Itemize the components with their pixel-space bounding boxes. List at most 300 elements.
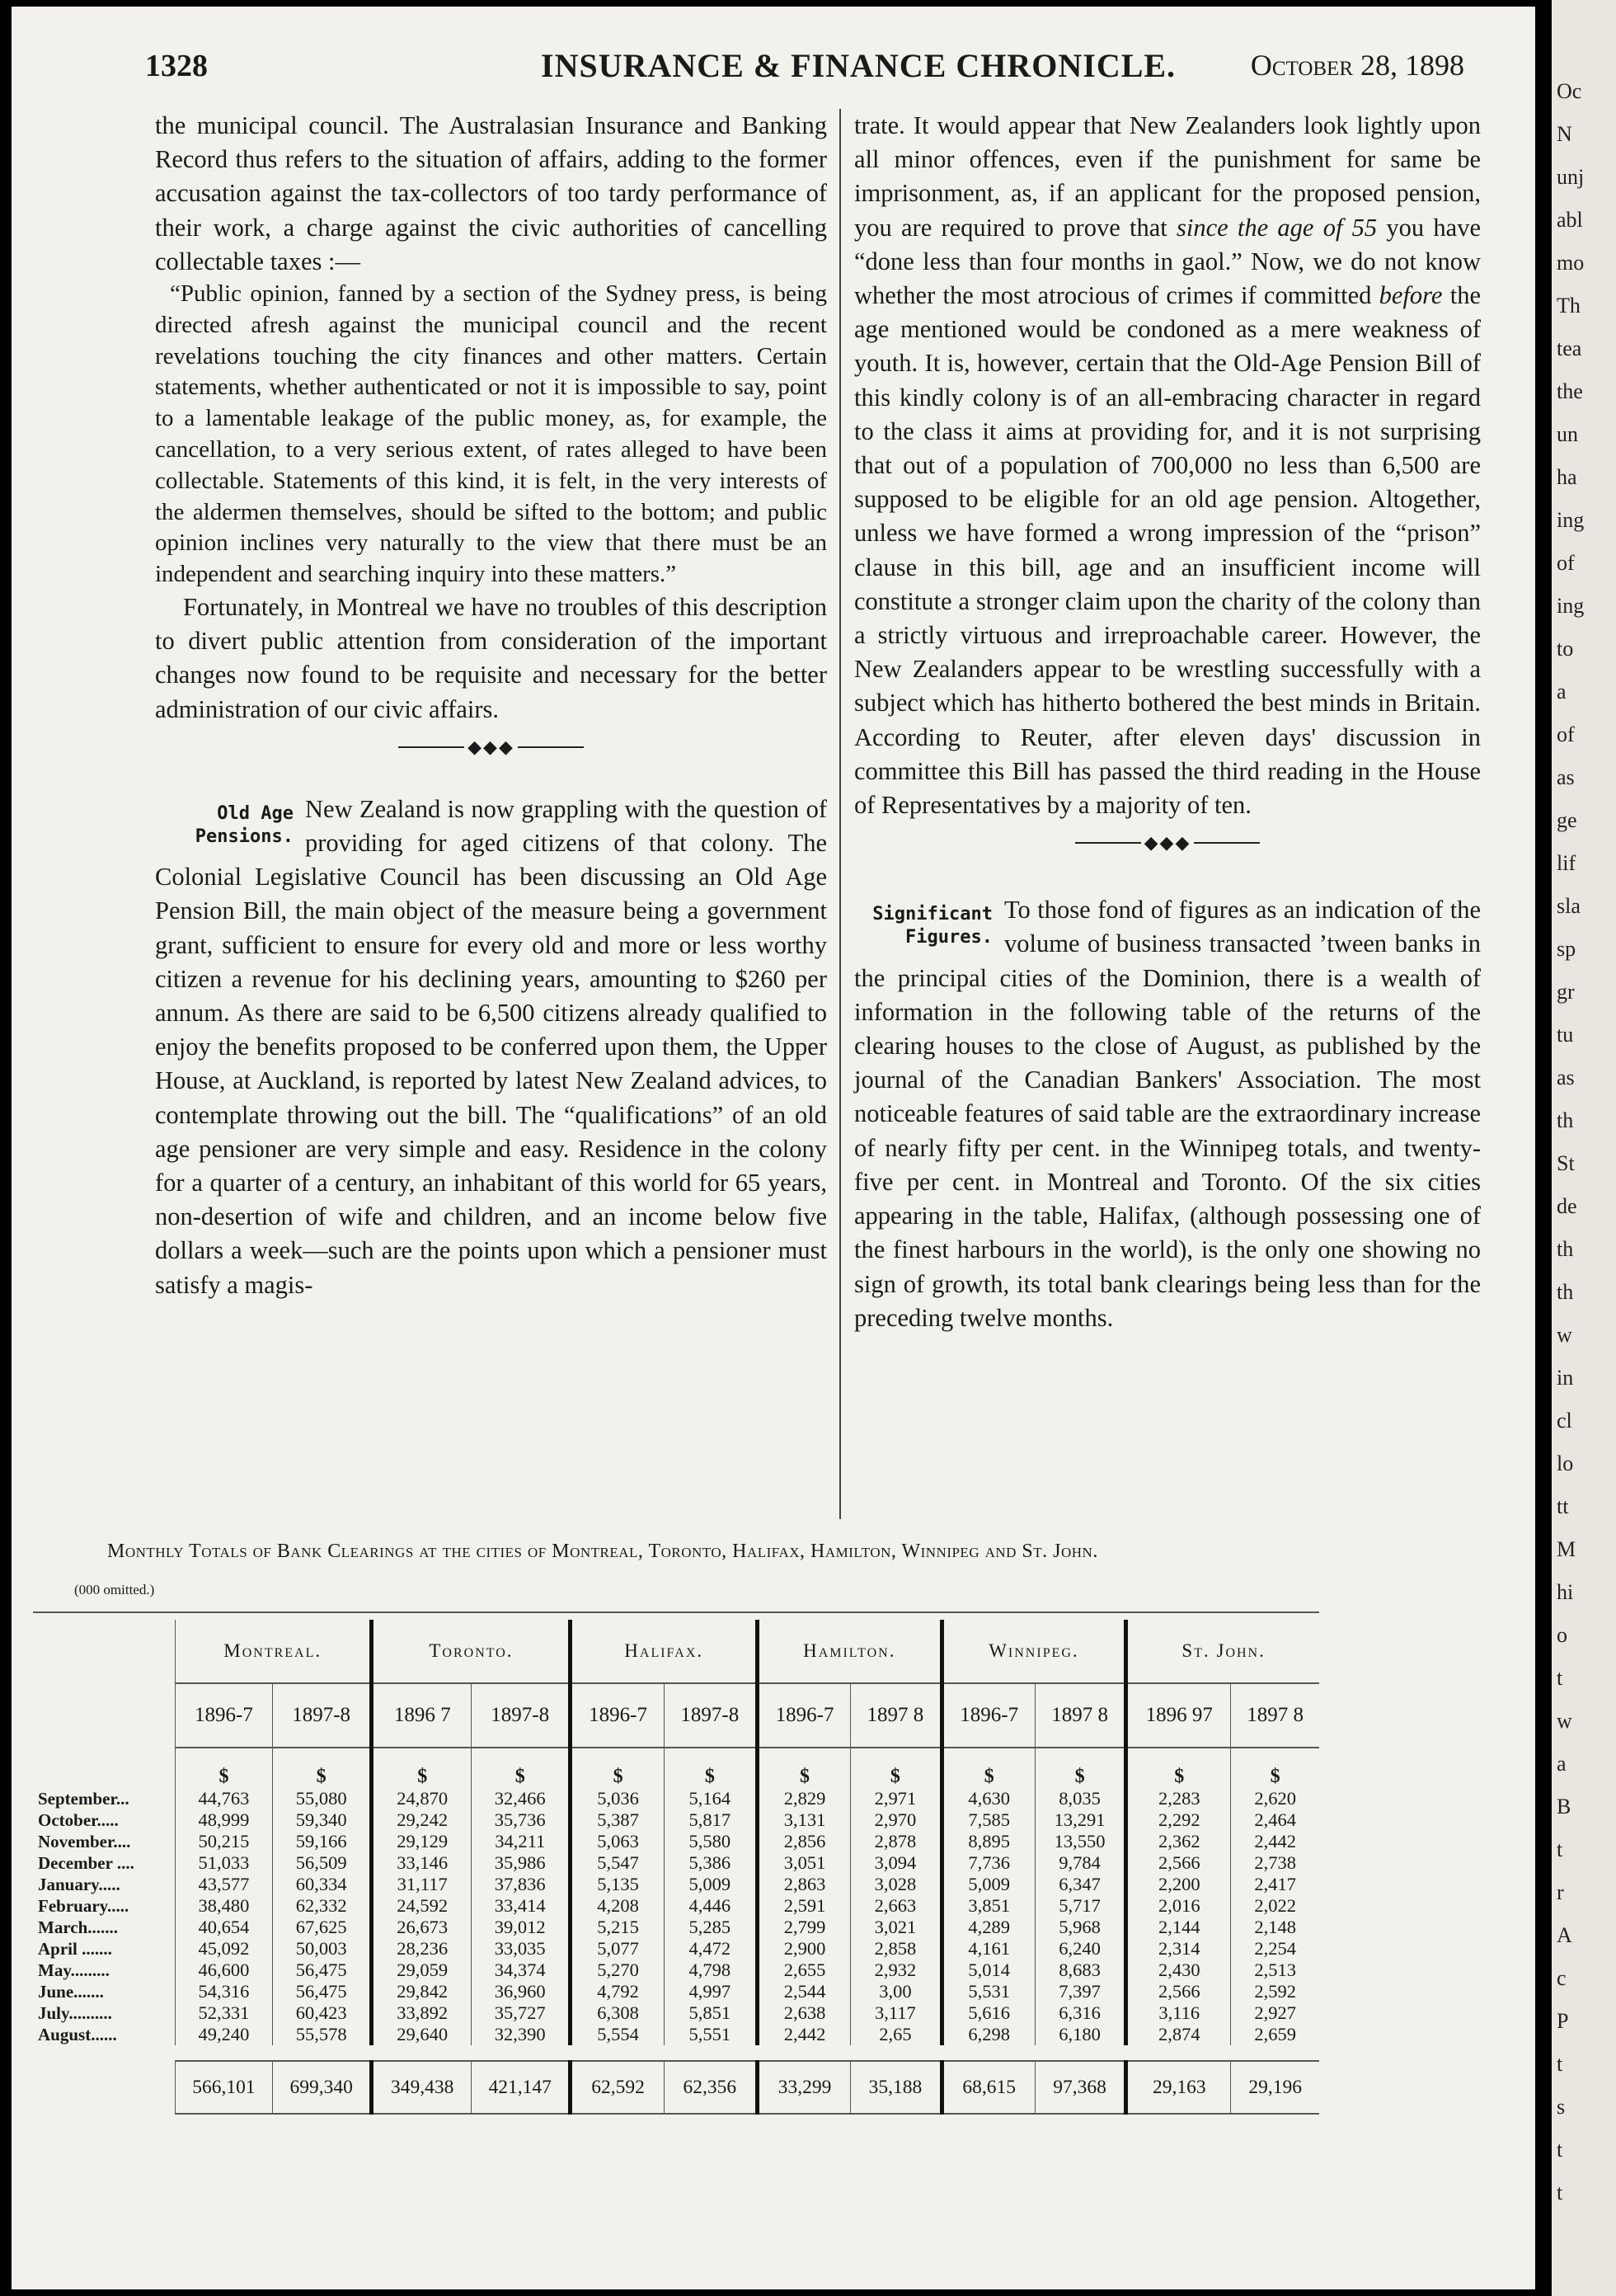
dollar-row (33, 1748, 1319, 1788)
next-page-fragment: t (1557, 1666, 1563, 1690)
ornament-divider: ◆◆◆ (155, 727, 827, 765)
table-cell: 4,798 (664, 1960, 757, 1981)
sydney-quote (155, 279, 827, 590)
table-cell: 8,035 (1035, 1788, 1125, 1809)
journal-title: INSURANCE & FINANCE CHRONICLE. (541, 47, 1177, 84)
table-row (33, 1917, 1319, 1938)
table-cell: 3,131 (757, 1809, 850, 1831)
next-page-fragment: ing (1557, 594, 1585, 618)
table-cell: 44,763 (176, 1788, 273, 1809)
table-row (33, 1788, 1319, 1809)
table-cell: 6,240 (1035, 1938, 1125, 1960)
table-cell: 60,423 (272, 2002, 372, 2024)
table-cell: 2,863 (757, 1874, 850, 1895)
table-cell: 29,129 (372, 1831, 472, 1852)
table-cell: 2,314 (1126, 1938, 1231, 1960)
table-cell: 5,554 (571, 2024, 664, 2045)
table-cell: 31,117 (372, 1874, 472, 1895)
right-column (854, 109, 1481, 1335)
table-cell: 35,736 (471, 1809, 571, 1831)
table-row (33, 1895, 1319, 1917)
table-cell: 2,144 (1126, 1917, 1231, 1938)
table-cell: 67,625 (272, 1917, 372, 1938)
year-header: 1897-8 (664, 1683, 757, 1748)
table-row (33, 1981, 1319, 2002)
table-cell: 2,659 (1231, 2024, 1319, 2045)
next-page-fragment: r (1557, 1880, 1564, 1904)
total-cell: 62,356 (664, 2061, 757, 2114)
table-cell: 3,028 (851, 1874, 942, 1895)
table-cell: 54,316 (176, 1981, 273, 2002)
next-page-fragment: N (1557, 122, 1572, 146)
table-cell: 2,464 (1231, 1809, 1319, 1831)
table-row (33, 1852, 1319, 1874)
table-cell: 2,738 (1231, 1852, 1319, 1874)
page-gutter-shadow (1535, 0, 1552, 2296)
table-cell: 5,215 (571, 1917, 664, 1938)
table-cell: 50,215 (176, 1831, 273, 1852)
next-page-fragment: s (1557, 2095, 1566, 2119)
table-cell: 2,544 (757, 1981, 850, 2002)
table-cell: 33,414 (471, 1895, 571, 1917)
total-cell: 33,299 (757, 2061, 850, 2114)
right-p1-text-c: the age mentioned would be condoned as a mere weakness of youth. It is, however, certain that the Old-Age Pension Bill of this kindly colony is of an all-embracing character in regard to the class it aims at providing for, and it is not surprising that out of a population of 700,000 no less than 6,500 are supposed to be eligible for an old age pension. Altogether, unless we have formed a wrong impression of the “prison” clause in this bill, age and an insufficient income will constitute a stronger claim upon the charity of the colony than a strictly virtuous and irreproachable career. However, the New Zealanders appear to be wrestling successfully with a subject which has hitherto bothered the best minds in Britain. According to Reuter, after eleven days' discussion in committee this Bill has passed the third reading in the House of Representatives by a majority of ten. (854, 281, 1481, 820)
table-cell: 32,390 (471, 2024, 571, 2045)
table-cell: 2,292 (1126, 1809, 1231, 1831)
table-row (33, 1831, 1319, 1852)
right-p1-text-b: you have “done less than four months in gaol.” Now, we do not know whether the most atrocious of crimes if committed (854, 213, 1481, 310)
page-number: 1328 (145, 49, 208, 83)
table-cell: 5,551 (664, 2024, 757, 2045)
table-cell: 2,799 (757, 1917, 850, 1938)
next-page-fragment: ing (1557, 508, 1585, 532)
table-cell: 2,932 (851, 1960, 942, 1981)
total-cell: 421,147 (471, 2061, 571, 2114)
table-cell: 2,148 (1231, 1917, 1319, 1938)
table-cell: 34,374 (471, 1960, 571, 1981)
next-page-edge (1552, 0, 1616, 2296)
table-cell: 3,851 (942, 1895, 1035, 1917)
table-cell: 2,829 (757, 1788, 850, 1809)
table-cell: 55,080 (272, 1788, 372, 1809)
total-cell: 35,188 (851, 2061, 942, 2114)
table-cell: 2,874 (1126, 2024, 1231, 2045)
ornament-divider: ◆◆◆ (854, 822, 1481, 860)
table-cell: 5,387 (571, 1809, 664, 1831)
bank-clearings-table (33, 1620, 1319, 2115)
next-page-fragment: o (1557, 1623, 1567, 1647)
table-cell: 2,022 (1231, 1895, 1319, 1917)
table-cell: 33,892 (372, 2002, 472, 2024)
month-label: December .... (38, 1852, 134, 1873)
year-header: 1896 97 (1126, 1683, 1231, 1748)
year-header: 1896-7 (757, 1683, 850, 1748)
table-row (33, 1809, 1319, 1831)
dollar-sign: $ (757, 1748, 850, 1788)
sidehead-significant-figures (854, 893, 993, 949)
table-cell: 5,386 (664, 1852, 757, 1874)
table-cell: 3,021 (851, 1917, 942, 1938)
header-blank (33, 1683, 176, 1748)
table-cell: 2,927 (1231, 2002, 1319, 2024)
table-cell: 51,033 (176, 1852, 273, 1874)
table-cell: 43,577 (176, 1874, 273, 1895)
table-cell: 2,513 (1231, 1960, 1319, 1981)
next-page-fragment: un (1557, 422, 1578, 446)
table-cell: 6,308 (571, 2002, 664, 2024)
table-cell: 33,146 (372, 1852, 472, 1874)
dollar-sign: $ (1231, 1748, 1319, 1788)
table-cell: 36,960 (471, 1981, 571, 2002)
month-label: October..... (38, 1809, 119, 1830)
table-cell: 2,971 (851, 1788, 942, 1809)
table-cell: 35,986 (471, 1852, 571, 1874)
table-cell: 6,347 (1035, 1874, 1125, 1895)
left-paragraph-3: Fortunately, in Montreal we have no troubles of this description to divert public attention from consideration of the important changes now found to be requisite and necessary for the better administration of our civic affairs. (155, 592, 827, 723)
table-row (33, 2002, 1319, 2024)
table-cell: 33,035 (471, 1938, 571, 1960)
table-cell: 4,630 (942, 1788, 1035, 1809)
dollar-sign: $ (664, 1748, 757, 1788)
next-page-fragment: de (1557, 1194, 1577, 1218)
month-label: January..... (38, 1874, 120, 1894)
table-cell: 60,334 (272, 1874, 372, 1895)
table-cell: 7,736 (942, 1852, 1035, 1874)
year-header: 1897-8 (272, 1683, 372, 1748)
table-cell: 2,65 (851, 2024, 942, 2045)
sidehead-line-1: Significant (872, 904, 993, 925)
table-cell: 2,442 (757, 2024, 850, 2045)
dollar-sign: $ (372, 1748, 472, 1788)
table-cell: 2,566 (1126, 1981, 1231, 2002)
table-cell: 2,442 (1231, 1831, 1319, 1852)
next-page-fragment: M (1557, 1537, 1576, 1561)
table-caption: Monthly Totals of Bank Clearings at the cities of Montreal, Toronto, Halifax, Hamilton, Winnipeg and St. John. (107, 1541, 1098, 1562)
next-page-fragment: t (1557, 2052, 1563, 2076)
sidehead-line-1: Old Age (217, 802, 294, 824)
right-p1-text-a: trate. It would appear that New Zealanders look lightly upon all minor offences, even if the punishment for same be imprisonment, as, if an applicant for the proposed pension, you are required to prove that (854, 111, 1481, 242)
table-cell: 56,475 (272, 1960, 372, 1981)
table-cell: 4,792 (571, 1981, 664, 2002)
next-page-fragment: gr (1557, 980, 1575, 1004)
year-header-row (33, 1683, 1319, 1748)
left-paragraph-pensions: New Zealand is now grappling with the question of providing for aged citizens of that colony. The Colonial Legislative Council has been discussing an Old Age Pension Bill, the main object of the measure being a government grant, sufficient to ensure for every old and more or less worthy citizen a revenue for his declining years, amounting to $260 per annum. As there are said to be 6,500 citizens already qualified to enjoy the benefits proposed to be conferred upon them, the Upper House, at Auckland, is reported by latest New Zealand advices, to contemplate throwing out the bill. The “qualifications” of an old age pensioner are very simple and easy. Residence in the colony for a quarter of a century, an inhabitant of this world for 65 years, non-desertion of wife and children, and an income below five dollars a week—such are the points upon which a pensioner must satisfy a magis- (155, 794, 827, 1299)
table-cell: 7,585 (942, 1809, 1035, 1831)
next-page-fragment: sp (1557, 937, 1576, 961)
next-page-fragment: as (1557, 1066, 1575, 1089)
table-cell: 2,566 (1126, 1852, 1231, 1874)
table-cell: 3,117 (851, 2002, 942, 2024)
next-page-fragment: A (1557, 1923, 1572, 1947)
next-page-fragment: w (1557, 1709, 1572, 1733)
table-cell: 59,166 (272, 1831, 372, 1852)
dollar-sign: $ (1126, 1748, 1231, 1788)
next-page-fragment: cl (1557, 1409, 1572, 1433)
table-top-rule (33, 1611, 1319, 1613)
dollar-sign: $ (851, 1748, 942, 1788)
table-cell: 2,016 (1126, 1895, 1231, 1917)
table-cell: 4,289 (942, 1917, 1035, 1938)
next-page-fragment: to (1557, 637, 1574, 661)
table-cell: 6,316 (1035, 2002, 1125, 2024)
table-cell: 4,472 (664, 1938, 757, 1960)
table-cell: 24,870 (372, 1788, 472, 1809)
table-cell: 5,580 (664, 1831, 757, 1852)
totals-row (33, 2061, 1319, 2114)
next-page-fragment: ha (1557, 465, 1577, 489)
next-page-fragment: lo (1557, 1451, 1574, 1475)
table-cell: 3,116 (1126, 2002, 1231, 2024)
city-header: Halifax. (571, 1620, 757, 1683)
next-page-fragment: t (1557, 2138, 1563, 2162)
next-page-fragment: t (1557, 1837, 1563, 1861)
next-page-fragment: of (1557, 722, 1575, 746)
year-header: 1896-7 (942, 1683, 1035, 1748)
next-page-fragment: abl (1557, 208, 1583, 232)
table-cell: 8,895 (942, 1831, 1035, 1852)
table-cell: 5,851 (664, 2002, 757, 2024)
dollar-sign: $ (571, 1748, 664, 1788)
table-cell: 29,242 (372, 1809, 472, 1831)
table-cell: 5,077 (571, 1938, 664, 1960)
table-row (33, 1960, 1319, 1981)
next-page-fragment: mo (1557, 251, 1585, 275)
table-cell: 2,254 (1231, 1938, 1319, 1960)
city-header: Hamilton. (757, 1620, 942, 1683)
month-label: November.... (38, 1831, 131, 1851)
table-cell: 5,164 (664, 1788, 757, 1809)
total-cell: 566,101 (176, 2061, 273, 2114)
table-cell: 2,638 (757, 2002, 850, 2024)
year-header: 1897 8 (851, 1683, 942, 1748)
next-page-fragment: c (1557, 1966, 1567, 1990)
table-cell: 4,446 (664, 1895, 757, 1917)
table-cell: 62,332 (272, 1895, 372, 1917)
table-cell: 13,291 (1035, 1809, 1125, 1831)
table-cell: 46,600 (176, 1960, 273, 1981)
right-p1-italic-2: before (1379, 281, 1443, 310)
next-page-fragment: ge (1557, 808, 1577, 832)
right-paragraph-figures: To those fond of figures as an indication of the volume of business transacted ’tween banks in the principal cities of the Dominion, there is a wealth of information in the following table of the returns of the clearing houses to the close of August, as published by the journal of the Canadian Bankers' Association. The most noticeable features of said table are the extraordinary increase of nearly fifty per cent. in the Winnipeg totals, and twenty-five per cent. in Montreal and Toronto. Of the six cities appearing in the table, Halifax, (although possessing one of the finest harbours in the world), is the only one showing no sign of growth, its total bank clearings being less than for the preceding twelve months. (854, 896, 1481, 1332)
table-cell: 6,180 (1035, 2024, 1125, 2045)
table-cell: 59,340 (272, 1809, 372, 1831)
left-paragraph-1: the municipal council. The Australasian Insurance and Banking Record thus refers to the situation of affairs, adding to the former accusation against the tax-collectors of too tardy performance of their work, a charge against the civic authorities of cancelling collectable taxes :— (155, 111, 827, 275)
next-page-fragment: as (1557, 765, 1575, 789)
total-cell: 97,368 (1035, 2061, 1125, 2114)
dollar-sign: $ (942, 1748, 1035, 1788)
month-label: August...... (38, 2024, 117, 2044)
next-page-fragment: unj (1557, 165, 1585, 189)
table-cell: 40,654 (176, 1917, 273, 1938)
table-cell: 48,999 (176, 1809, 273, 1831)
table-cell: 5,270 (571, 1960, 664, 1981)
month-label: May......... (38, 1960, 110, 1980)
table-cell: 2,591 (757, 1895, 850, 1917)
dollar-sign: $ (1035, 1748, 1125, 1788)
column-rule (839, 109, 841, 1519)
dollar-sign: $ (176, 1748, 273, 1788)
table-cell: 4,997 (664, 1981, 757, 2002)
sidehead-line-2: Figures. (905, 927, 993, 948)
city-header: St. John. (1126, 1620, 1319, 1683)
table-cell: 32,466 (471, 1788, 571, 1809)
table-cell: 5,285 (664, 1917, 757, 1938)
month-label: April ....... (38, 1938, 112, 1959)
table-cell: 5,014 (942, 1960, 1035, 1981)
next-page-fragment: St (1557, 1151, 1575, 1175)
month-label: June....... (38, 1981, 104, 2002)
right-paragraph-1 (854, 109, 1481, 822)
table-note: (000 omitted.) (74, 1582, 155, 1597)
running-head (145, 40, 1464, 89)
year-header: 1896-7 (176, 1683, 273, 1748)
table-cell: 39,012 (471, 1917, 571, 1938)
table-cell: 2,856 (757, 1831, 850, 1852)
next-page-fragment: Th (1557, 294, 1581, 318)
table-cell: 2,900 (757, 1938, 850, 1960)
city-header: Montreal. (176, 1620, 372, 1683)
city-header: Toronto. (372, 1620, 571, 1683)
next-page-fragment: t (1557, 2181, 1563, 2204)
table-cell: 29,640 (372, 2024, 472, 2045)
table-cell: 34,211 (471, 1831, 571, 1852)
table-cell: 49,240 (176, 2024, 273, 2045)
table-cell: 3,051 (757, 1852, 850, 1874)
total-cell: 29,196 (1231, 2061, 1319, 2114)
table-cell: 5,063 (571, 1831, 664, 1852)
table-cell: 37,836 (471, 1874, 571, 1895)
next-page-fragment: th (1557, 1237, 1574, 1261)
table-cell: 5,135 (571, 1874, 664, 1895)
table-cell: 5,009 (664, 1874, 757, 1895)
total-cell: 699,340 (272, 2061, 372, 2114)
next-page-fragment: Oc (1557, 79, 1582, 103)
next-page-fragment: in (1557, 1366, 1574, 1390)
table-cell: 2,417 (1231, 1874, 1319, 1895)
year-header: 1896-7 (571, 1683, 664, 1748)
table-cell: 2,362 (1126, 1831, 1231, 1852)
next-page-fragment: tt (1557, 1494, 1569, 1518)
year-header: 1897 8 (1231, 1683, 1319, 1748)
city-header-row (33, 1620, 1319, 1683)
next-page-fragment: a (1557, 1752, 1567, 1776)
table-cell: 2,200 (1126, 1874, 1231, 1895)
table-cell: 2,620 (1231, 1788, 1319, 1809)
table-cell: 50,003 (272, 1938, 372, 1960)
table-cell: 5,717 (1035, 1895, 1125, 1917)
table-cell: 29,842 (372, 1981, 472, 2002)
table-cell: 3,00 (851, 1981, 942, 2002)
quote-text: “Public opinion, fanned by a section of the Sydney press, is being directed afresh against the municipal council and the recent revelations touching the city finances and other matters. Certain statements, whether authenticated or not it is impossible to say, point to a lamentable leakage of the public money, as, for example, the cancellation, to a very serious extent, of rates alleged to have been collectable. Statements of this kind, it is felt, in the very interests of the aldermen themselves, should be sifted to the bottom; and public opinion inclines very naturally to the view that there must be an independent and searching inquiry into these matters.” (155, 280, 827, 588)
table-cell: 28,236 (372, 1938, 472, 1960)
total-cell: 349,438 (372, 2061, 472, 2114)
table-cell: 13,550 (1035, 1831, 1125, 1852)
table-cell: 2,878 (851, 1831, 942, 1852)
month-label: March....... (38, 1917, 119, 1937)
table-cell: 8,683 (1035, 1960, 1125, 1981)
table-cell: 9,784 (1035, 1852, 1125, 1874)
year-header: 1897-8 (471, 1683, 571, 1748)
table-cell: 5,968 (1035, 1917, 1125, 1938)
total-cell: 62,592 (571, 2061, 664, 2114)
table-cell: 4,161 (942, 1938, 1035, 1960)
next-page-fragment: th (1557, 1108, 1574, 1132)
next-page-fragment: hi (1557, 1580, 1574, 1604)
table-cell: 38,480 (176, 1895, 273, 1917)
dollar-sign: $ (272, 1748, 372, 1788)
next-page-fragment: P (1557, 2009, 1569, 2033)
table-cell: 2,592 (1231, 1981, 1319, 2002)
next-page-fragment: tea (1557, 336, 1582, 360)
header-blank (33, 1620, 176, 1683)
next-page-fragment: the (1557, 379, 1583, 403)
table-row (33, 1938, 1319, 1960)
next-page-fragment: sla (1557, 894, 1581, 918)
city-header: Winnipeg. (942, 1620, 1126, 1683)
dollar-sign: $ (471, 1748, 571, 1788)
month-label: July.......... (38, 2002, 112, 2023)
next-page-fragment: th (1557, 1280, 1574, 1304)
sidehead-line-2: Pensions. (195, 826, 294, 847)
total-cell: 68,615 (942, 2061, 1035, 2114)
row-label-blank (33, 2061, 176, 2114)
table-cell: 55,578 (272, 2024, 372, 2045)
next-page-fragment: B (1557, 1795, 1571, 1818)
year-header: 1896 7 (372, 1683, 472, 1748)
table-cell: 5,009 (942, 1874, 1035, 1895)
table-cell: 45,092 (176, 1938, 273, 1960)
table-cell: 7,397 (1035, 1981, 1125, 2002)
total-cell: 29,163 (1126, 2061, 1231, 2114)
sidehead-old-age-pensions (155, 793, 294, 849)
table-cell: 2,283 (1126, 1788, 1231, 1809)
table-cell: 26,673 (372, 1917, 472, 1938)
table-cell: 24,592 (372, 1895, 472, 1917)
table-row (33, 2024, 1319, 2045)
year-header: 1897 8 (1035, 1683, 1125, 1748)
left-column (155, 109, 827, 1302)
month-label: September... (38, 1788, 129, 1809)
spacer-row (33, 2045, 1319, 2061)
table-cell: 6,298 (942, 2024, 1035, 2045)
table-cell: 2,970 (851, 1809, 942, 1831)
next-page-fragment: lif (1557, 851, 1576, 875)
table-cell: 56,475 (272, 1981, 372, 2002)
next-page-fragment: w (1557, 1323, 1572, 1347)
issue-date: October 28, 1898 (1250, 49, 1464, 82)
table-cell: 5,616 (942, 2002, 1035, 2024)
right-p1-italic: since the age of 55 (1176, 213, 1378, 242)
table-cell: 2,858 (851, 1938, 942, 1960)
table-cell: 56,509 (272, 1852, 372, 1874)
table-cell: 5,817 (664, 1809, 757, 1831)
month-label: February..... (38, 1895, 129, 1916)
table-cell: 2,430 (1126, 1960, 1231, 1981)
next-page-fragment: tu (1557, 1023, 1574, 1047)
table-cell: 5,547 (571, 1852, 664, 1874)
table-cell: 52,331 (176, 2002, 273, 2024)
table-cell: 35,727 (471, 2002, 571, 2024)
next-page-fragment: of (1557, 551, 1575, 575)
table-cell: 4,208 (571, 1895, 664, 1917)
table-cell: 5,036 (571, 1788, 664, 1809)
table-cell: 2,663 (851, 1895, 942, 1917)
table-row (33, 1874, 1319, 1895)
table-cell: 3,094 (851, 1852, 942, 1874)
table-cell: 2,655 (757, 1960, 850, 1981)
row-label-blank (33, 1748, 176, 1788)
table-cell: 5,531 (942, 1981, 1035, 2002)
